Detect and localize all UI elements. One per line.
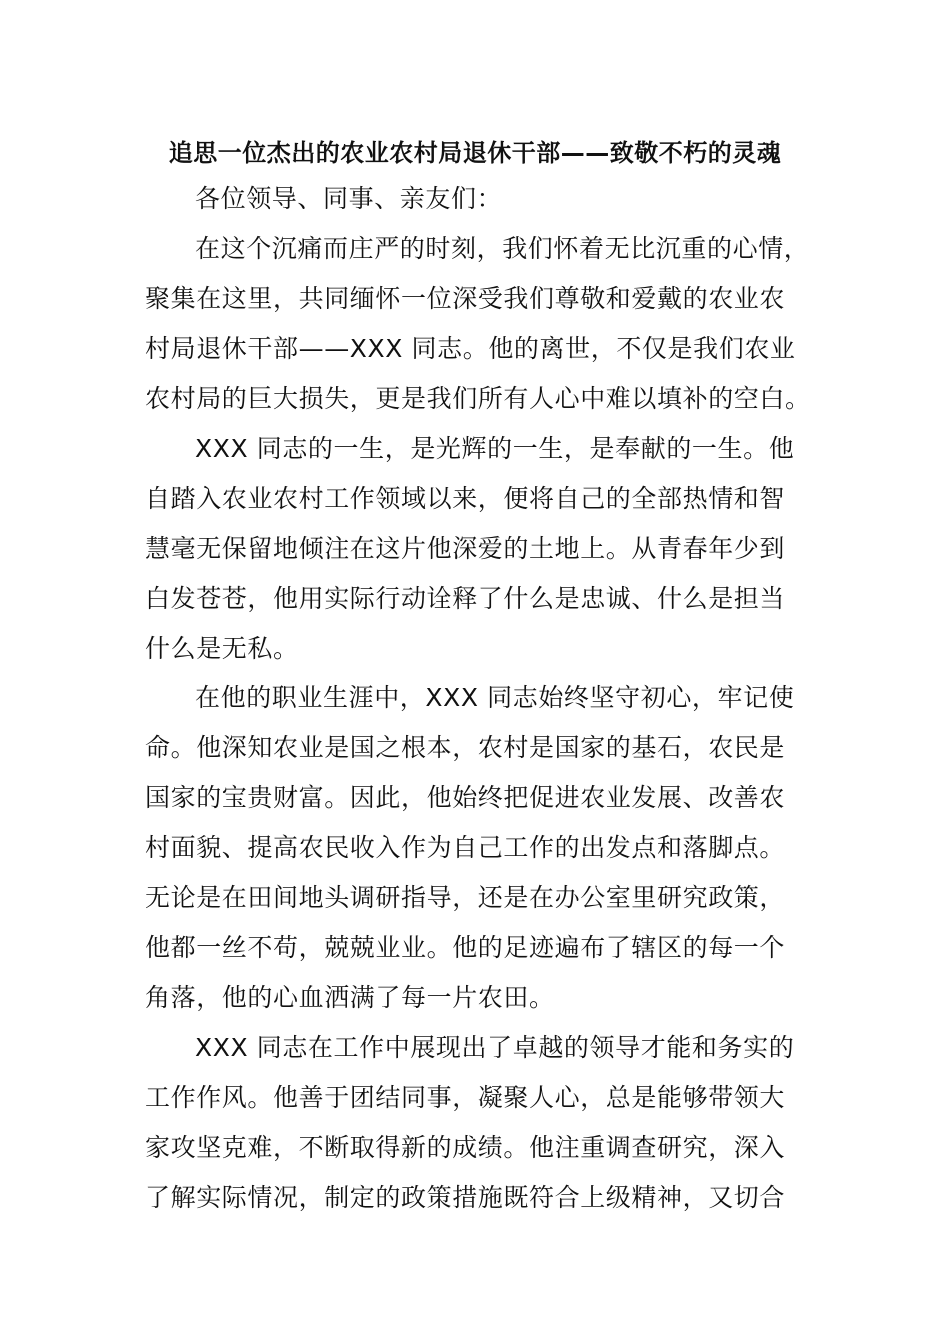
paragraph-1-line-4: 农村局的巨大损失，更是我们所有人心中难以填补的空白。 (145, 384, 811, 413)
paragraph-4-line-1: XXX 同志在工作中展现出了卓越的领导才能和务实的 (195, 1033, 795, 1062)
salutation: 各位领导、同事、亲友们： (195, 184, 503, 213)
paragraph-3-line-5: 无论是在田间地头调研指导，还是在办公室里研究政策， (145, 883, 786, 912)
paragraph-1-line-2: 聚集在这里，共同缅怀一位深受我们尊敬和爱戴的农业农 (145, 284, 786, 313)
paragraph-2-line-4: 白发苍苍，他用实际行动诠释了什么是忠诚、什么是担当 (145, 584, 786, 613)
paragraph-1-line-1: 在这个沉痛而庄严的时刻，我们怀着无比沉重的心情， (195, 234, 810, 263)
paragraph-3-line-2: 命。他深知农业是国之根本，农村是国家的基石，农民是 (145, 733, 786, 762)
paragraph-3-line-1: 在他的职业生涯中，XXX 同志始终坚守初心，牢记使 (195, 683, 795, 712)
paragraph-4-line-2: 工作作风。他善于团结同事，凝聚人心，总是能够带领大 (145, 1083, 786, 1112)
paragraph-2-line-5: 什么是无私。 (145, 634, 299, 663)
paragraph-1-line-3: 村局退休干部——XXX 同志。他的离世，不仅是我们农业 (145, 334, 796, 363)
paragraph-2-line-3: 慧毫无保留地倾注在这片他深爱的土地上。从青春年少到 (145, 534, 786, 563)
paragraph-4-line-3: 家攻坚克难，不断取得新的成绩。他注重调查研究，深入 (145, 1133, 786, 1162)
paragraph-3-line-3: 国家的宝贵财富。因此，他始终把促进农业发展、改善农 (145, 783, 786, 812)
paragraph-4-line-4: 了解实际情况，制定的政策措施既符合上级精神，又切合 (145, 1183, 786, 1212)
paragraph-3-line-6: 他都一丝不苟，兢兢业业。他的足迹遍布了辖区的每一个 (145, 933, 786, 962)
paragraph-3-line-4: 村面貌、提高农民收入作为自己工作的出发点和落脚点。 (145, 833, 786, 862)
paragraph-2-line-1: XXX 同志的一生，是光辉的一生，是奉献的一生。他 (195, 434, 795, 463)
paragraph-2-line-2: 自踏入农业农村工作领域以来，便将自己的全部热情和智 (145, 484, 786, 513)
paragraph-3-line-7: 角落，他的心血洒满了每一片农田。 (145, 983, 555, 1012)
document-title: 追思一位杰出的农业农村局退休干部——致敬不朽的灵魂 (168, 139, 782, 167)
